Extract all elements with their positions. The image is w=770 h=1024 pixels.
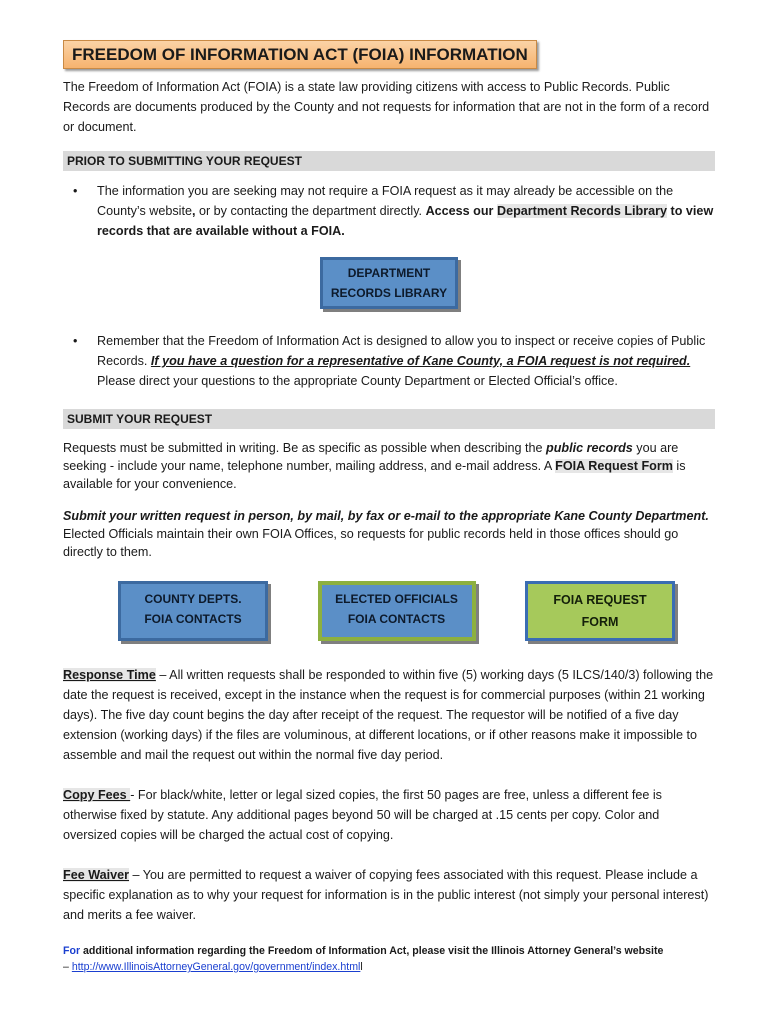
bullet-item: • The information you are seeking may not require a FOIA request as it may already be accessible on the County’s website, or by contacting the department directly. Access our Department Records Library to view records that are available without a FOIA.	[63, 181, 715, 241]
fee-waiver-paragraph: Fee Waiver – You are permitted to request a waiver of copying fees associated with this request. Please include a specific explanation as to why your request for information is in the public interest (not simply your personal interest) and merits a fee waiver.	[63, 868, 709, 922]
department-records-library-button[interactable]: DEPARTMENT RECORDS LIBRARY	[320, 257, 458, 309]
bullet-item: • Remember that the Freedom of Information Act is designed to allow you to inspect or receive copies of Public Records. If you have a question for a representative of Kane County, a FOIA request is not required. Please direct your questions to the appropriate County Department or Elected Official’s office.	[63, 331, 715, 391]
fee-waiver-label: Fee Waiver	[63, 868, 130, 882]
footer-note: For additional information regarding the Freedom of Information Act, please visit the Illinois Attorney General’s website – http://www.IllinoisAttorneyGeneral.gov/government/index.htmll	[63, 945, 664, 973]
foia-request-form-button[interactable]: FOIA REQUEST FORM	[525, 581, 675, 641]
submit-instructions: Submit your written request in person, by mail, by fax or e-mail to the appropriate Kane County Department. Elected Officials maintain their own FOIA Offices, so requests for public records held in those offices should go directly to them.	[63, 509, 709, 559]
foia-contact-buttons	[63, 581, 715, 641]
response-time-paragraph: Response Time – All written requests shall be responded to within five (5) working days (5 ILCS/140/3) following the date the request is received, except in the instance when the request is for commercial purposes (within 21 working days). The five day count begins the day after receipt of the request. The requestor will be notified of a five day extension (working days) if the files are voluminous, at different locations, or if other reasons make it impossible to assemble and mail the request out within the normal five day period.	[63, 668, 714, 762]
page-title: FREEDOM OF INFORMATION ACT (FOIA) INFORMATION	[63, 40, 537, 69]
section-heading-submit: SUBMIT YOUR REQUEST	[63, 409, 715, 429]
bullet-icon: •	[73, 184, 78, 198]
intro-paragraph: The Freedom of Information Act (FOIA) is a state law providing citizens with access to Public Records. Public Records are documents produced by the County and not requests for information that are not in the form of a record or document.	[63, 80, 710, 134]
foia-request-form-link[interactable]: FOIA Request Form	[555, 459, 673, 473]
submit-paragraph: Requests must be submitted in writing. Be as specific as possible when describing the public records you are seeking - include your name, telephone number, mailing address, and e-mail address. A FOIA Request Form is available for your convenience.	[63, 441, 686, 491]
attorney-general-link[interactable]: http://www.IllinoisAttorneyGeneral.gov/government/index.html	[71, 961, 361, 973]
elected-officials-foia-contacts-button[interactable]: ELECTED OFFICIALS FOIA CONTACTS	[318, 581, 476, 641]
copy-fees-paragraph: Copy Fees - For black/white, letter or legal sized copies, the first 50 pages are free, unless a different fee is otherwise fixed by statute. Any additional pages beyond 50 will be charged at .15 cents per copy. Color and oversized copies will be charged the actual cost of copying.	[63, 788, 662, 842]
records-library-link[interactable]: Department Records Library	[496, 204, 668, 218]
document-page	[63, 40, 715, 975]
bullet-icon: •	[73, 334, 78, 348]
response-time-label: Response Time	[63, 668, 156, 682]
section-heading-prior: PRIOR TO SUBMITTING YOUR REQUEST	[63, 151, 715, 171]
county-depts-foia-contacts-button[interactable]: COUNTY DEPTS. FOIA CONTACTS	[118, 581, 268, 641]
copy-fees-label: Copy Fees	[63, 788, 131, 802]
